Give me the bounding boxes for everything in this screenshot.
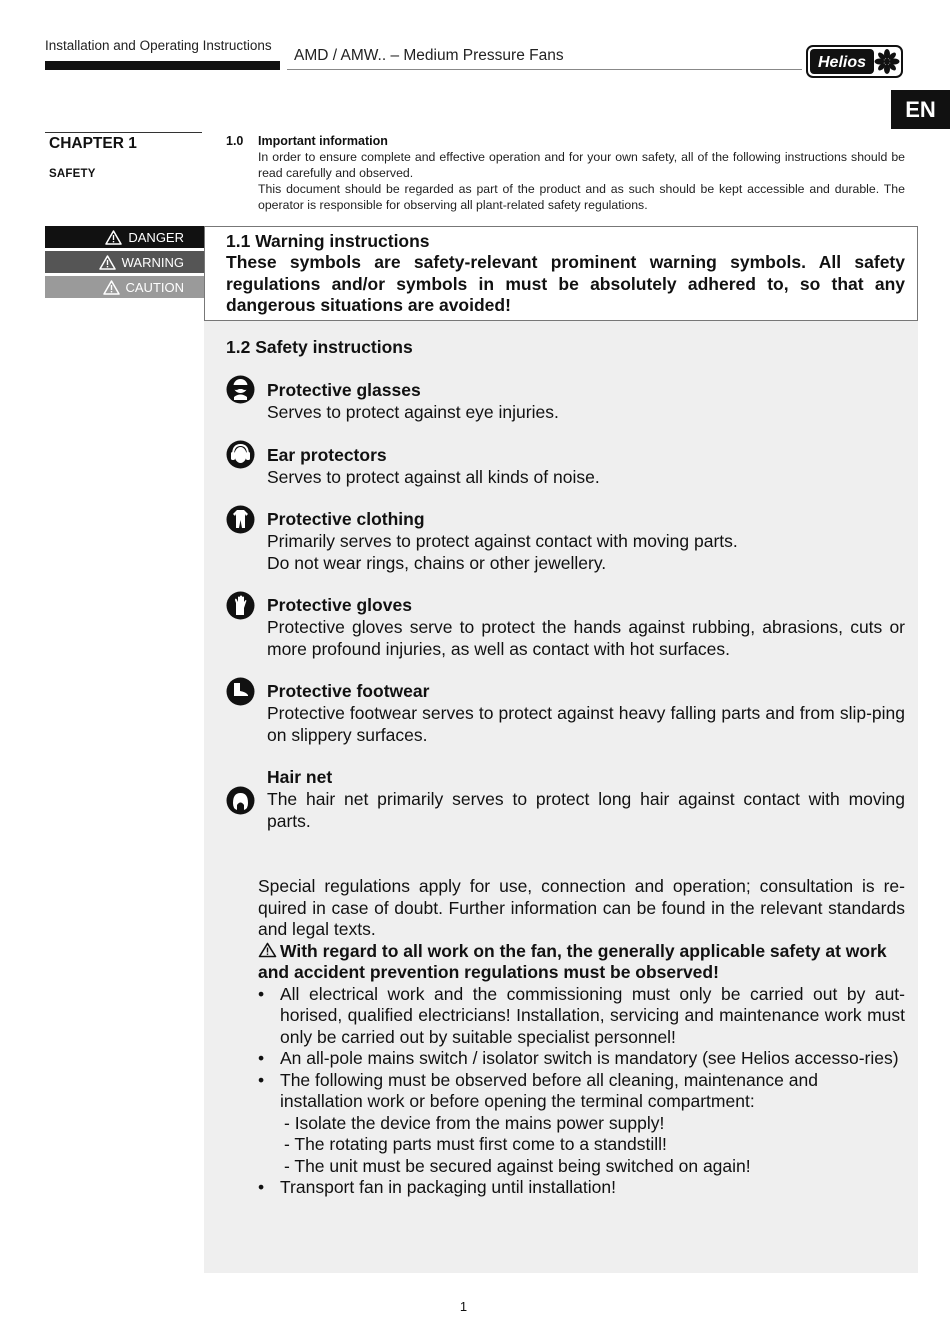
signal-word: CAUTION [125,279,184,295]
ppe-line: Do not wear rings, chains or other jewellery. [267,552,607,573]
list-item-text: The following must be observed before all cleaning, maintenance and installation work or before opening the terminal compartment: [280,1069,818,1111]
sub-item: - Isolate the device from the mains power supply! [284,1112,665,1133]
list-item-text: An all-pole mains switch / isolator switch is mandatory (see Helios accesso-ries) [280,1048,899,1068]
regulations-list [258,984,905,1199]
paragraph: This document should be regarded as part of the product and as such should be kept accessible and durable. The operator is responsible for observing all plant-related safety regulations. [258,182,905,212]
chapter-label: CHAPTER 1 [49,135,137,152]
ppe-line: Serves to protect against all kinds of noise. [267,467,600,487]
ppe-line: Protective gloves serve to protect the hands against rubbing, abrasions, cuts or more profound injuries, as well as contact with hot surfaces. [267,617,905,659]
bullet: • [258,1069,265,1090]
section-body [258,149,905,213]
ppe-description [267,703,905,746]
list-item [258,984,905,1049]
list-item [258,1070,905,1178]
document-title: AMD / AMW.. – Medium Pressure Fans [294,47,564,64]
caution-label [45,276,204,298]
list-item [258,1048,905,1070]
language-tab: EN [891,90,950,129]
protective-footwear-icon [226,677,255,706]
bullet: • [258,1177,265,1197]
bullet: • [258,983,265,1004]
ppe-title: Protective clothing [267,509,425,529]
warning-body: These symbols are safety-relevant prominent warning symbols. All safety regulations and/or symbols in must be absolutely adhered to, so that any dangerous situations are avoided! [226,252,905,315]
section-title: Important information [258,134,388,148]
danger-label [45,226,204,248]
ppe-description [267,402,905,424]
document-type-label: Installation and Operating Instructions [45,38,272,53]
header-rule [287,69,802,70]
warning-triangle-icon [103,280,120,295]
safety-instructions-title: 1.2 Safety instructions [226,337,413,357]
sub-item: - The unit must be secured against being switched on again! [284,1155,751,1176]
ppe-title: Protective footwear [267,681,430,701]
ear-protectors-icon [226,440,255,469]
svg-text:Helios: Helios [817,54,867,71]
list-item-text: Transport fan in packaging until installation! [280,1177,616,1197]
protective-gloves-icon [226,591,255,620]
ppe-description [267,789,905,832]
ppe-line: Primarily serves to protect against contact with moving parts. [267,531,738,551]
ppe-description [267,531,905,574]
warning-triangle-icon [105,230,122,245]
ppe-description [267,617,905,660]
ppe-title: Protective gloves [267,595,412,615]
list-item-text: All electrical work and the commissioning must only be carried out by aut-horised, qualified electricians! Installation, servicing and maintenance work must only be carried out by suitable specialist personnel! [280,983,905,1047]
ppe-description [267,467,905,489]
warning-label [45,251,204,273]
general-safety-warning [258,941,905,984]
ppe-title: Protective glasses [267,380,421,400]
special-regulations [258,876,905,1199]
chapter-subtitle: SAFETY [49,168,96,180]
chapter-rule [45,132,202,133]
warning-text: With regard to all work on the fan, the generally applicable safety at work and accident prevention regulations must be observed! [258,940,887,982]
helios-logo [806,45,903,78]
ppe-line: Protective footwear serves to protect against heavy falling parts and from slip-ping on slippery surfaces. [267,703,905,745]
signal-word: WARNING [121,254,184,270]
paragraph: In order to ensure complete and effective operation and for your own safety, all of the following instructions should be read carefully and observed. [258,150,905,180]
intro-paragraph: Special regulations apply for use, connection and operation; consultation is re-quired in case of doubt. Further information can be found in the relevant standards and legal texts. [258,876,905,939]
signal-word: DANGER [128,229,184,245]
list-item [258,1177,905,1199]
header-bar [45,61,280,70]
ppe-line: Serves to protect against eye injuries. [267,402,559,422]
ppe-line: The hair net primarily serves to protect long hair against contact with moving parts. [267,789,905,831]
protective-clothing-icon [226,505,255,534]
protective-glasses-icon [226,375,255,404]
warning-title: 1.1 Warning instructions [226,231,430,251]
hair-net-icon [226,786,255,815]
ppe-title: Hair net [267,767,333,787]
ppe-title: Ear protectors [267,445,387,465]
warning-triangle-icon [99,255,116,270]
warning-triangle-icon [258,942,277,958]
sub-item: - The rotating parts must first come to a standstill! [284,1134,667,1154]
page-number: 1 [459,1299,468,1314]
section-number: 1.0 [226,134,244,148]
bullet: • [258,1048,265,1068]
